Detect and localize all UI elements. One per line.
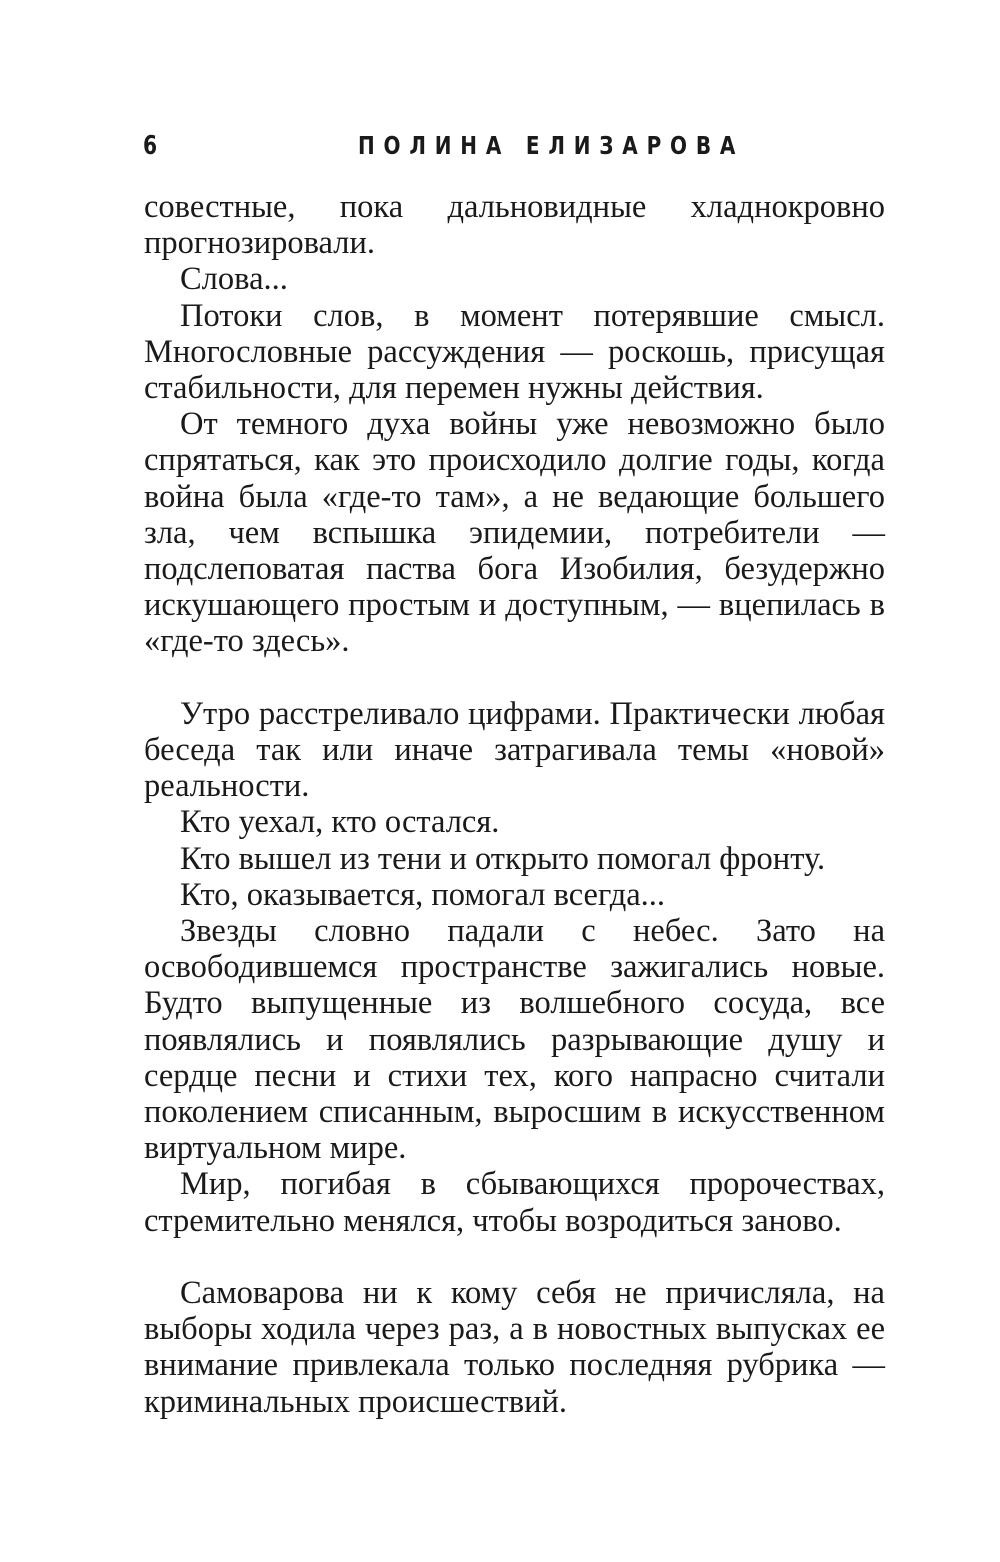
paragraph: Мир, погибая в сбывающихся пророчествах, стремительно менялся, чтобы возродиться заново. — [144, 1166, 885, 1239]
paragraph: Самоварова ни к кому себя не причисляла, на выборы ходила через раз, а в новостных выпусках ее внимание привлекала только последняя рубрика — криминальных происшествий. — [144, 1275, 885, 1420]
body-text — [144, 189, 885, 1420]
page-number: 6 — [143, 131, 158, 161]
paragraph: Кто, оказывается, помогал всегда... — [180, 876, 666, 913]
paragraph: Кто уехал, кто остался. — [180, 804, 500, 841]
paragraph: Кто вышел из тени и открыто помогал фронту. — [180, 840, 826, 877]
paragraph: Слова... — [180, 261, 288, 298]
paragraph: От темного духа войны уже невозможно было спрятаться, как это происходило долгие годы, когда война была «где-то там», а не ведающие большего зла, чем вспышка эпидемии, потребители — подслеповатая паства бога Изобилия, безудержно искушающего простым и доступным, — вцепилась в «где-то здесь». — [144, 406, 885, 660]
paragraph: Звезды словно падали с небес. Зато на освободившемся пространстве зажигались новые. Будто выпущенные из волшебного сосуда, все появлялись и появлялись разрывающие душу и сердце песни и стихи тех, кого напрасно считали поколением списанным, выросшим в искусственном виртуальном мире. — [144, 913, 885, 1167]
running-head — [143, 128, 883, 164]
paragraph: Утро расстреливало цифрами. Практически любая беседа так или иначе затрагивала темы «новой» реальности. — [144, 695, 885, 805]
paragraph: совестные, пока дальновидные хладнокровно прогнозировали. — [144, 189, 885, 262]
paragraph: Потоки слов, в момент потерявшие смысл. Многословные рассуждения — роскошь, присущая стабильности, для перемен нужны действия. — [144, 297, 885, 407]
running-head-author: ПОЛИНА ЕЛИЗАРОВА — [358, 131, 745, 160]
